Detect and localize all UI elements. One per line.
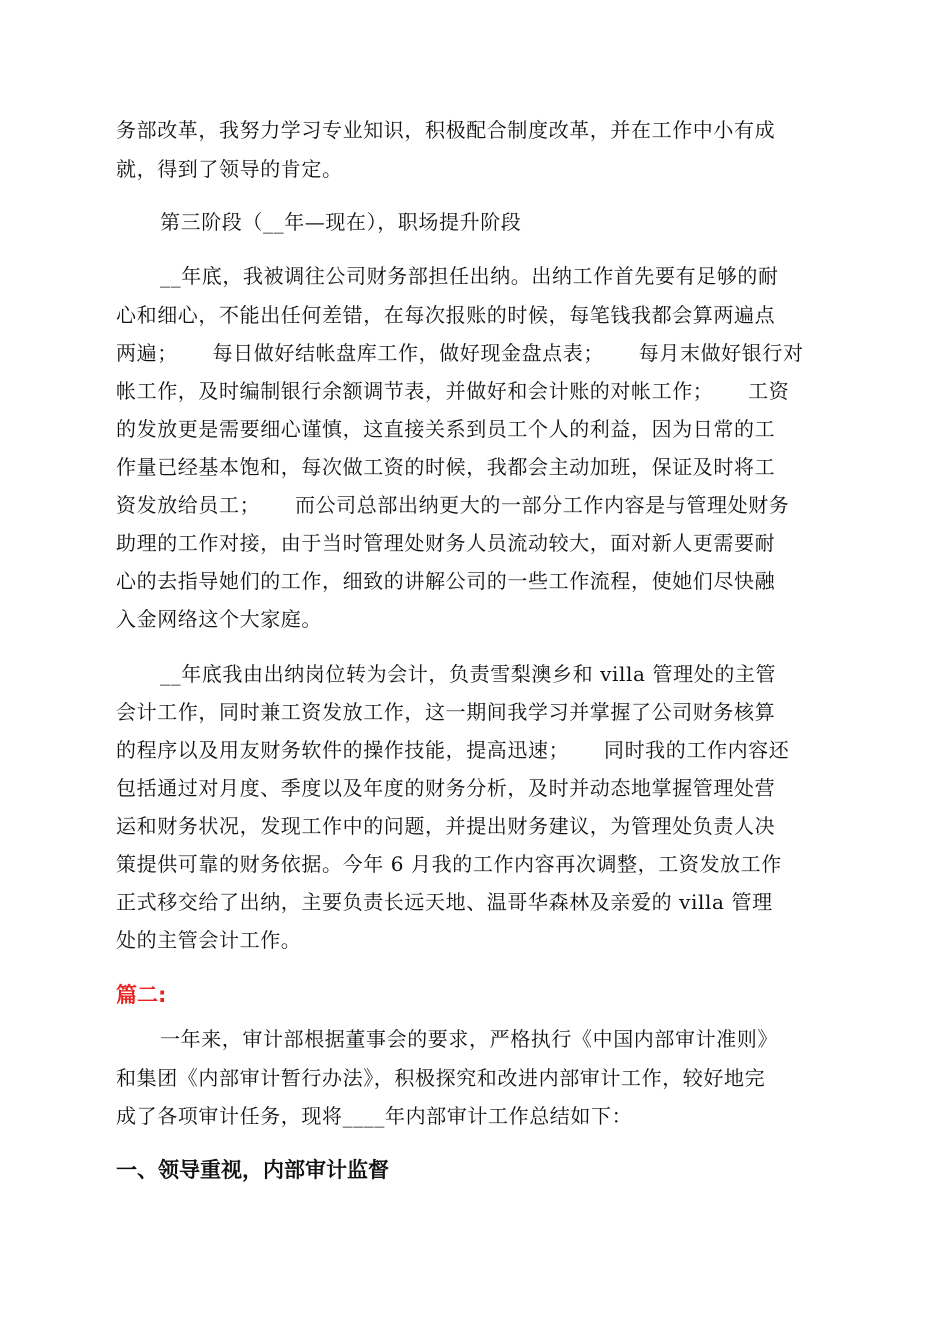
paragraph2-line-7: 正式移交给了出纳，主要负责长远天地、温哥华森林及亲爱的 villa 管理 <box>116 890 773 914</box>
paragraph3-line-3: 成了各项审计任务，现将____年内部审计工作总结如下： <box>116 1104 633 1128</box>
paragraph1-line-4: 帐工作，及时编制银行余额调节表，并做好和会计账的对帐工作； 工资 <box>116 379 790 403</box>
section-label: 篇二: <box>116 983 167 1007</box>
stage-heading: 第三阶段（__年—现在），职场提升阶段 <box>160 210 522 234</box>
paragraph2-line-1: __年底我由出纳岗位转为会计，负责雪梨澳乡和 villa 管理处的主管 <box>160 662 777 686</box>
paragraph2-line-3: 的程序以及用友财务软件的操作技能，提高迅速； 同时我的工作内容还 <box>116 738 790 762</box>
paragraph2-line-6: 策提供可靠的财务依据。今年 6 月我的工作内容再次调整，工资发放工作 <box>116 852 782 876</box>
paragraph1-line-1: __年底，我被调往公司财务部担任出纳。出纳工作首先要有足够的耐 <box>160 264 779 288</box>
subheading: 一、领导重视，内部审计监督 <box>116 1158 389 1182</box>
paragraph2-line-2: 会计工作，同时兼工资发放工作，这一期间我学习并掌握了公司财务核算 <box>116 700 776 724</box>
paragraph1-line-7: 资发放给员工； 而公司总部出纳更大的一部分工作内容是与管理处财务 <box>116 493 790 517</box>
paragraph1-line-2: 心和细心，不能出任何差错，在每次报账的时候，每笔钱我都会算两遍点 <box>116 303 776 327</box>
paragraph1-line-3: 两遍； 每日做好结帐盘库工作，做好现金盘点表； 每月末做好银行对 <box>116 341 804 365</box>
paragraph1-line-9: 心的去指导她们的工作，细致的讲解公司的一些工作流程，使她们尽快融 <box>116 569 776 593</box>
paragraph1-line-5: 的发放更是需要细心谨慎，这直接关系到员工个人的利益，因为日常的工 <box>116 417 776 441</box>
paragraph3-line-2: 和集团《内部审计暂行办法》，积极探究和改进内部审计工作，较好地完 <box>116 1066 766 1090</box>
paragraph1-line-10: 入金网络这个大家庭。 <box>116 607 322 631</box>
paragraph2-line-5: 运和财务状况，发现工作中的问题，并提出财务建议，为管理处负责人决 <box>116 814 776 838</box>
paragraph3-line-1: 一年来，审计部根据董事会的要求，严格执行《中国内部审计准则》 <box>160 1027 778 1051</box>
intro-line-2: 就，得到了领导的肯定。 <box>116 157 343 181</box>
paragraph2-line-4: 包括通过对月度、季度以及年度的财务分析，及时并动态地掌握管理处营 <box>116 776 776 800</box>
intro-line-1: 务部改革，我努力学习专业知识，积极配合制度改革，并在工作中小有成 <box>116 118 776 142</box>
paragraph1-line-8: 助理的工作对接，由于当时管理处财务人员流动较大，面对新人更需要耐 <box>116 531 776 555</box>
paragraph2-line-8: 处的主管会计工作。 <box>116 928 302 952</box>
paragraph1-line-6: 作量已经基本饱和，每次做工资的时候，我都会主动加班，保证及时将工 <box>116 455 776 479</box>
